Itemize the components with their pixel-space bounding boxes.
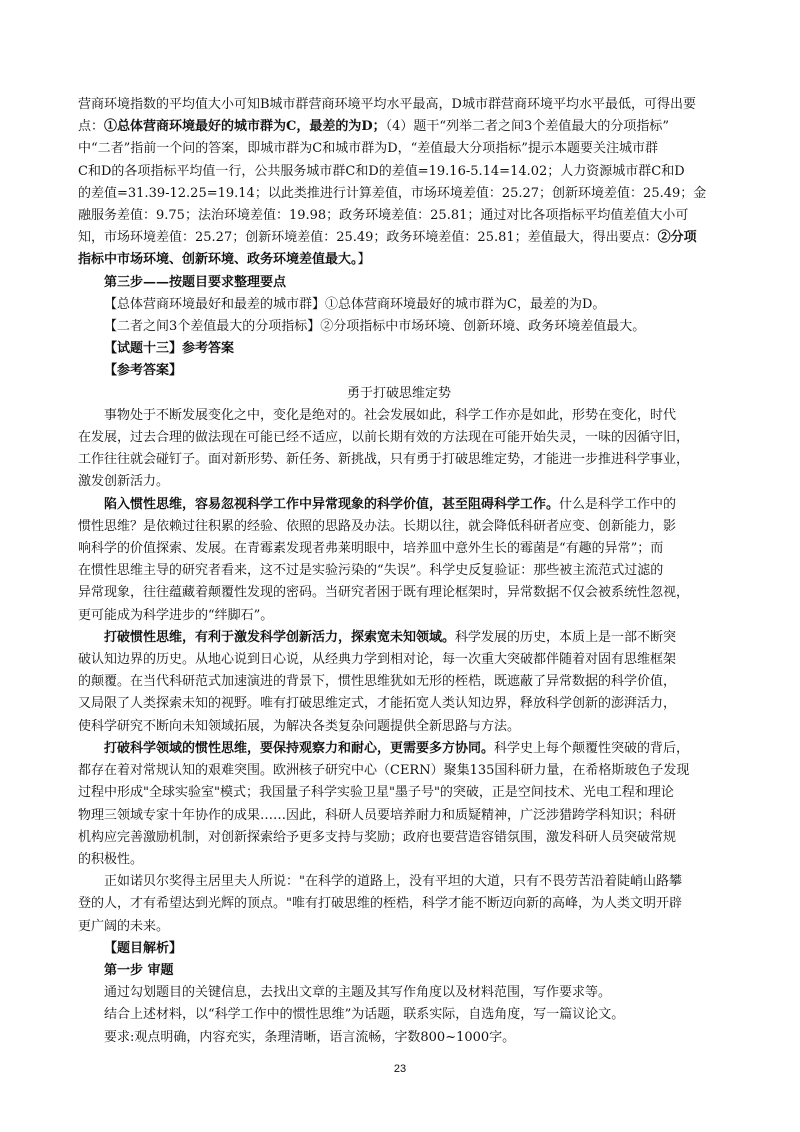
text-line xyxy=(78,427,720,449)
text-run: 更可能成为科学进步的“绊脚石”。 xyxy=(78,607,274,623)
text-run: 结合上述材料，以“科学工作中的惯性思维”为话题，联系实际，自选角度，写一篇议论文。 xyxy=(104,1007,625,1023)
text-run: 】 xyxy=(357,252,371,268)
text-run: 事物处于不断发展变化之中，变化是绝对的。社会发展如此，科学工作亦是如此，形势在变化，时代 xyxy=(104,407,677,423)
text-run: 科学史上每个颠覆性突破的背后， xyxy=(494,740,690,756)
text-run: 在惯性思维主导的研究者看来，这不过是实验污染的“失误”。科学史反复验证：那些被主流范式过滤的 xyxy=(78,563,664,579)
text-line xyxy=(78,893,720,915)
text-run: 科学发展的历史，本质上是一部不断突 xyxy=(455,629,677,645)
text-run: 勇于打破思维定势 xyxy=(346,385,451,401)
text-run: 正如诺贝尔奖得主居里夫人所说："在科学的道路上，没有平坦的大道，只有不畏劳苦沿着陡峭山路攀 xyxy=(104,874,682,890)
text-line xyxy=(78,871,720,893)
text-line xyxy=(78,494,720,516)
text-run: 机构应完善激励机制，对创新探索给予更多支持与奖励；政府也要营造容错氛围，激发科研人员突破常规 xyxy=(78,829,677,845)
text-run: 【二者之间3个差值最大的分项指标】②分项指标中市场环境、创新环境、政务环境差值最大。 xyxy=(104,319,646,335)
text-run: C和D的各项指标平均值一行，公共服务城市群C和D的差值=19.16-5.14=14.02；人力资源城市群C和D xyxy=(78,163,685,179)
text-line xyxy=(78,627,720,649)
text-run: 融服务差值：9.75；法治环境差值：19.98；政务环境差值：25.81；通过对比各项指标平均值差值大小可 xyxy=(78,208,689,224)
bold-text: 【试题十三】参考答案 xyxy=(104,341,235,357)
bold-text: 【参考答案】 xyxy=(104,363,183,379)
text-line xyxy=(78,1027,720,1049)
text-run: 什么是科学工作中的 xyxy=(559,496,677,512)
text-run: 惯性思维？是依赖过往积累的经验、依照的思路及办法。长期以往，就会降低科研者应变、创新能力，影 xyxy=(78,518,677,534)
text-run: 在发展，过去合理的做法现在可能已经不适应，以前长期有效的方法现在可能开始失灵，一味的因循守旧， xyxy=(78,430,690,446)
bold-text: 打破惯性思维，有利于激发科学创新活力，探索宽未知领域。 xyxy=(104,629,456,645)
text-line xyxy=(78,116,720,138)
text-run: 中“二者”指前一个问的答案，即城市群为C和城市群为D，“差值最大分项指标”提示本题要关注城市群 xyxy=(78,141,658,157)
bold-text: ②分项 xyxy=(657,230,697,246)
text-line xyxy=(78,693,720,715)
text-run: 破认知边界的历史。从地心说到日心说，从经典力学到相对论，每一次重大突破都伴随着对固有思维框架 xyxy=(78,652,677,668)
bold-text: 指标中市场环境、创新环境、政务环境差值最大。 xyxy=(78,252,358,268)
text-line xyxy=(78,716,720,738)
text-line xyxy=(78,782,720,804)
text-line xyxy=(78,738,720,760)
text-run: 点： xyxy=(78,119,105,135)
text-run: 的差值=31.39-12.25=19.14；以此类推进行计算差值，市场环境差值：25.27；创新环境差值：25.49；金 xyxy=(78,185,707,201)
document-body xyxy=(78,94,720,1049)
text-run: 响科学的价值探索、发展。在青霉素发现者弗莱明眼中，培养皿中意外生长的霉菌是“有趣的异常”；而 xyxy=(78,541,664,557)
bold-text: 第一步 审题 xyxy=(104,962,174,978)
text-line xyxy=(78,582,720,604)
essay-title xyxy=(78,383,720,405)
text-run: 的积极性。 xyxy=(78,851,144,867)
text-line xyxy=(78,916,720,938)
bold-text: ①总体营商环境最好的城市群为C，最差的为D； xyxy=(104,119,386,135)
text-line xyxy=(78,649,720,671)
text-line xyxy=(78,360,720,382)
text-run: 的颠覆。在当代科研范式加速演进的背景下，惯性思维犹如无形的桎梏，既遮蔽了异常数据的科学价值， xyxy=(78,674,677,690)
text-line xyxy=(78,161,720,183)
bold-text: 打破科学领域的惯性思维，要保持观察力和耐心，更需要多方协同。 xyxy=(104,740,495,756)
text-line xyxy=(78,960,720,982)
text-line xyxy=(78,249,720,271)
text-run: 更广阔的未来。 xyxy=(78,918,170,934)
text-run: 都存在着对常规认知的艰难突围。欧洲核子研究中心（CERN）聚集135国科研力量，在希格斯玻色子发现 xyxy=(78,763,690,779)
text-run: 异常现象，往往蕴藏着颠覆性发现的密码。当研究者困于既有理论框架时，异常数据不仅会被系统性忽视， xyxy=(78,585,690,601)
text-run: 营商环境指数的平均值大小可知B城市群营商环境平均水平最高，D城市群营商环境平均水平最低，可得出要 xyxy=(78,97,696,112)
text-line xyxy=(78,938,720,960)
text-line xyxy=(78,516,720,538)
text-line xyxy=(78,272,720,294)
bold-text: 第三步——按题目要求整理要点 xyxy=(104,274,287,290)
text-line xyxy=(78,316,720,338)
text-line xyxy=(78,205,720,227)
text-line xyxy=(78,183,720,205)
text-line xyxy=(78,471,720,493)
text-line xyxy=(78,138,720,160)
text-run: 要求:观点明确，内容充实，条理清晰，语言流畅，字数800~1000字。 xyxy=(104,1029,516,1045)
text-run: 登的人，才有希望达到光辉的顶点。"唯有打破思维的桎梏，科学才能不断迈向新的高峰，为人类文明开辟 xyxy=(78,896,682,912)
text-run: 激发创新活力。 xyxy=(78,474,170,490)
text-line xyxy=(78,849,720,871)
text-line xyxy=(78,827,720,849)
text-run: 又局限了人类探索未知的视野。唯有打破思维定式，才能拓宽人类认知边界，释放科学创新的澎湃活力， xyxy=(78,696,677,712)
text-run: 过程中形成"全球实验室"模式；我国量子科学实验卫星"墨子号"的突破，正是空间技术、光电工程和理论 xyxy=(78,785,674,801)
text-line xyxy=(78,982,720,1004)
text-line xyxy=(78,449,720,471)
text-line xyxy=(78,94,720,116)
text-run: （4）题干“列举二者之间3个差值最大的分项指标” xyxy=(385,119,669,135)
text-run: 物理三领域专家十年协作的成果……因此，科研人员要培养耐力和质疑精神，广泛涉猎跨学科知识；科研 xyxy=(78,807,677,823)
text-run: 【总体营商环境最好和最差的城市群】①总体营商环境最好的城市群为C，最差的为D。 xyxy=(104,296,606,312)
text-run: 工作往往就会碰钉子。面对新形势、新任务、新挑战，只有勇于打破思维定势，才能进一步推进科学事业， xyxy=(78,452,690,468)
page-number: 23 xyxy=(393,1063,407,1075)
text-run: 通过勾划题目的关键信息，去找出文章的主题及其写作角度以及材料范围，写作要求等。 xyxy=(104,985,612,1001)
text-line xyxy=(78,1004,720,1026)
bold-text: 【题目解析】 xyxy=(104,940,183,956)
text-line xyxy=(78,760,720,782)
text-line xyxy=(78,405,720,427)
text-line xyxy=(78,560,720,582)
text-line xyxy=(78,671,720,693)
text-line xyxy=(78,294,720,316)
text-run: 使科学研究不断向未知领域拓展，为解决各类复杂问题提供全新思路与方法。 xyxy=(78,718,521,734)
text-line xyxy=(78,227,720,249)
text-line xyxy=(78,538,720,560)
text-line xyxy=(78,805,720,827)
text-line xyxy=(78,338,720,360)
text-run: 知，市场环境差值：25.27；创新环境差值：25.49；政务环境差值：25.81；差值最大，得出要点： xyxy=(78,230,658,246)
bold-text: 陷入惯性思维，容易忽视科学工作中异常现象的科学价值，甚至阻碍科学工作。 xyxy=(104,496,560,512)
text-line xyxy=(78,605,720,627)
